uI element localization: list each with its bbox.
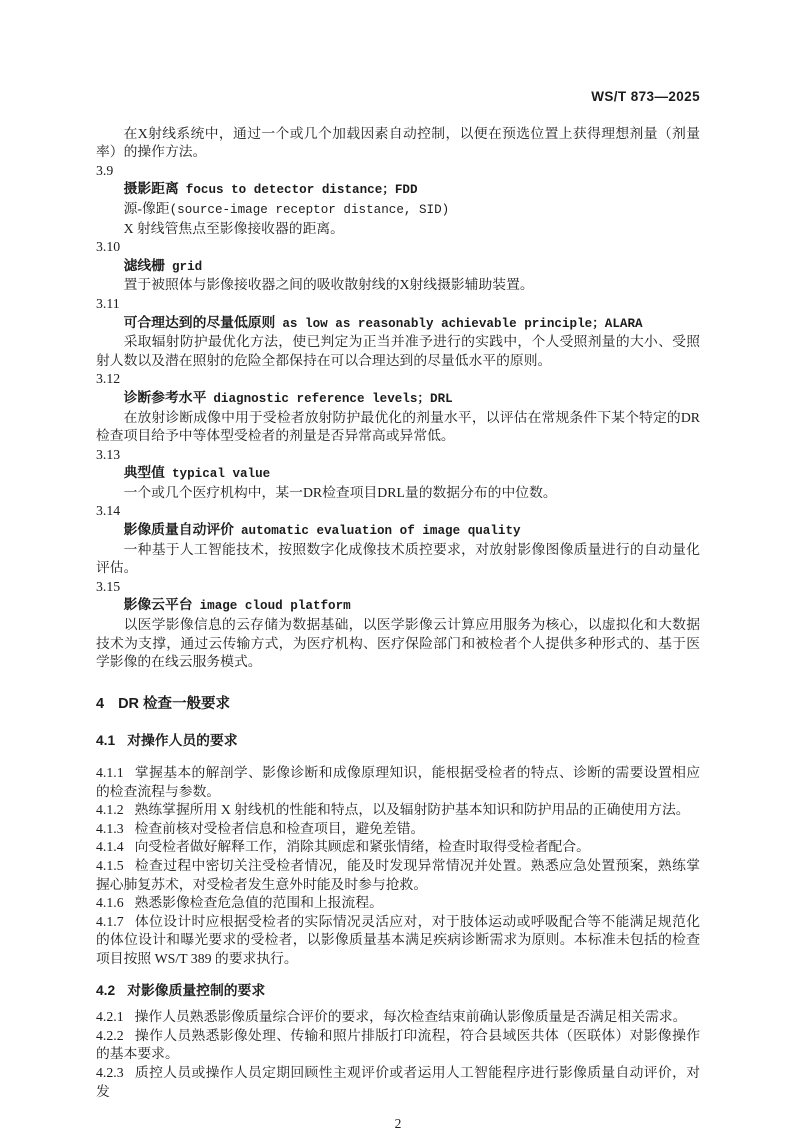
page-footer: [96, 1115, 700, 1134]
section-4-heading: [96, 695, 700, 714]
section-4-1-title: 对操作人员的要求: [127, 733, 238, 749]
term-definition: 一种基于人工智能技术，按照数字化成像技术质控要求，对放射影像图像质量进行的自动量化评估。: [96, 541, 700, 576]
section-4-2-clauses: [96, 1008, 700, 1101]
term-title: [96, 257, 700, 277]
clause-4-1-6: [96, 894, 700, 913]
page-number: 2: [394, 1116, 402, 1132]
term-title: [96, 389, 700, 409]
clause-text: 操作人员熟悉影像处理、传输和照片排版打印流程，符合县域医共体（医联体）对影像操作的基本要求。: [96, 1027, 700, 1062]
term-title: [96, 596, 700, 616]
term-definition: X 射线管焦点至影像接收器的距离。: [123, 220, 344, 236]
term-title-en: typical value: [171, 467, 271, 482]
clause-number: 4.2.2: [96, 1027, 124, 1043]
term-title-en: image cloud platform: [199, 599, 351, 614]
section-4-2-heading: [96, 982, 700, 1001]
clause-number: 4.1.5: [96, 857, 124, 873]
standard-code: WS/T 873—2025: [591, 89, 700, 104]
clause-number: 4.1.3: [96, 820, 124, 836]
section-4-2-title: 对影像质量控制的要求: [127, 982, 266, 998]
section-4-1-number: 4.1: [96, 733, 116, 749]
clause-text: 向受检者做好解释工作，消除其顾虑和紧张情绪，检查时取得受检者配合。: [134, 839, 590, 855]
clause-4-2-2: [96, 1027, 700, 1064]
clause-4-1-4: [96, 838, 700, 857]
clause-number: 4.2.1: [96, 1009, 124, 1025]
term-title-zh: 可合理达到的尽量低原则: [123, 314, 276, 330]
section-4-1-clauses: [96, 764, 700, 969]
clause-number: 4.1.1: [96, 765, 124, 780]
term-number: 3.11: [96, 295, 120, 311]
term-definition: 在放射诊断成像中用于受检者放射防护最优化的剂量水平，以评估在常规条件下某个特定的DR检查项目给予中等体型受检者的剂量是否异常高或异常低。: [96, 409, 700, 444]
term-title-zh: 诊断参考水平: [123, 389, 207, 405]
clause-text: 检查过程中密切关注受检者情况，能及时发现异常情况并处置。熟悉应急处置预案，熟练掌握心肺复苏术，对受检者发生意外时能及时参与抢救。: [96, 857, 700, 892]
section-4-title: DR 检查一般要求: [118, 695, 231, 712]
clause-4-1-1: [96, 764, 700, 801]
clause-text: 检查前核对受检者信息和检查项目，避免差错。: [134, 820, 425, 836]
term-number: 3.14: [96, 503, 121, 519]
clause-number: 4.1.2: [96, 802, 124, 818]
term-title-zh: 影像云平台: [123, 597, 193, 613]
term-number: 3.9: [96, 162, 114, 178]
section-4-2-number: 4.2: [96, 982, 116, 998]
clause-4-1-5: [96, 857, 700, 894]
term-entry-3-15: [96, 578, 700, 672]
section-4-1-heading: [96, 732, 700, 751]
term-entry-3-12: [96, 370, 700, 445]
term-title-zh: 典型值: [123, 465, 165, 481]
clause-4-1-2: [96, 801, 700, 820]
section-4-number: 4: [96, 695, 105, 712]
document-body: [96, 125, 700, 1134]
term-number: 3.12: [96, 371, 121, 387]
term-title-zh: 影像质量自动评价: [123, 522, 234, 538]
term-definition: 采取辐射防护最优化方法，使已判定为正当并准予进行的实践中，个人受照剂量的大小、受照射人数以及潜在照射的危险全都保持在可以合理达到的尽量低水平的原则。: [96, 334, 700, 368]
term-title-en: grid: [171, 259, 203, 274]
clause-4-1-3: [96, 820, 700, 839]
page-header: [96, 88, 700, 107]
clause-number: 4.1.6: [96, 895, 124, 911]
clause-4-2-3: [96, 1064, 700, 1101]
term-synonym: [96, 200, 700, 220]
clause-text: 熟练掌握所用 X 射线机的性能和特点，以及辐射防护基本知识和防护用品的正确使用方法。: [134, 802, 690, 818]
term-entry-3-13: [96, 446, 700, 503]
term-number: 3.13: [96, 446, 121, 462]
term-title: [96, 180, 700, 200]
term-number: 3.10: [96, 239, 121, 255]
clause-4-1-7: [96, 913, 700, 969]
clause-number: 4.2.3: [96, 1064, 124, 1080]
clause-text: 质控人员或操作人员定期回顾性主观评价或者运用人工智能程序进行影像质量自动评价，对发: [96, 1064, 700, 1099]
term-title: [96, 464, 700, 484]
clause-number: 4.1.4: [96, 839, 124, 855]
term-title: [96, 314, 700, 334]
clause-text: 掌握基本的解剖学、影像诊断和成像原理知识，能根据受检者的特点、诊断的需要设置相应的检查流程与参数。: [96, 765, 700, 799]
clause-number: 4.1.7: [96, 913, 124, 929]
term-definition: 一个或几个医疗机构中，某一DR检查项目DRL量的数据分布的中位数。: [123, 484, 557, 500]
term-title-zh: 滤线栅: [123, 257, 165, 273]
term-synonym-zh: 源-像距: [123, 200, 170, 216]
clause-text: 体位设计时应根据受检者的实际情况灵活应对，对于肢体运动或呼吸配合等不能满足规范化的体位设计和曝光要求的受检者，以影像质量基本满足疾病诊断需求为原则。本标准未包括的检查项目按照 WS/T 389 的要求执行。: [96, 913, 700, 966]
clause-text: 操作人员熟悉影像质量综合评价的要求，每次检查结束前确认影像质量是否满足相关需求。: [134, 1009, 687, 1025]
term-definition: 置于被照体与影像接收器之间的吸收散射线的X射线摄影辅助装置。: [123, 277, 534, 293]
term-title-en: focus to detector distance；FDD: [185, 183, 418, 198]
term-entry-3-10: [96, 238, 700, 295]
term-title: [96, 521, 700, 541]
term-number: 3.15: [96, 578, 121, 594]
term-synonym-en: (source-image receptor distance, SID): [169, 202, 450, 217]
intro-paragraph: 在X射线系统中，通过一个或几个加载因素自动控制，以便在预选位置上获得理想剂量（剂量率）的操作方法。: [96, 125, 700, 160]
term-title-en: diagnostic reference levels；DRL: [213, 391, 453, 406]
term-title-en: as low as reasonably achievable principle；ALARA: [282, 316, 643, 331]
clause-text: 熟悉影像检查危急值的范围和上报流程。: [134, 895, 383, 911]
term-entry-3-11: [96, 295, 700, 370]
term-entry-3-14: [96, 502, 700, 577]
term-entry-3-9: [96, 162, 700, 238]
clause-4-2-1: [96, 1008, 700, 1027]
term-title-zh: 摄影距离: [123, 181, 179, 197]
term-title-en: automatic evaluation of image quality: [240, 524, 521, 539]
term-definition: 以医学影像信息的云存储为数据基础，以医学影像云计算应用服务为核心，以虚拟化和大数据技术为支撑，通过云传输方式，为医疗机构、医疗保险部门和被检者个人提供多种形式的、基于医学影像的在线云服务模式。: [96, 617, 700, 670]
